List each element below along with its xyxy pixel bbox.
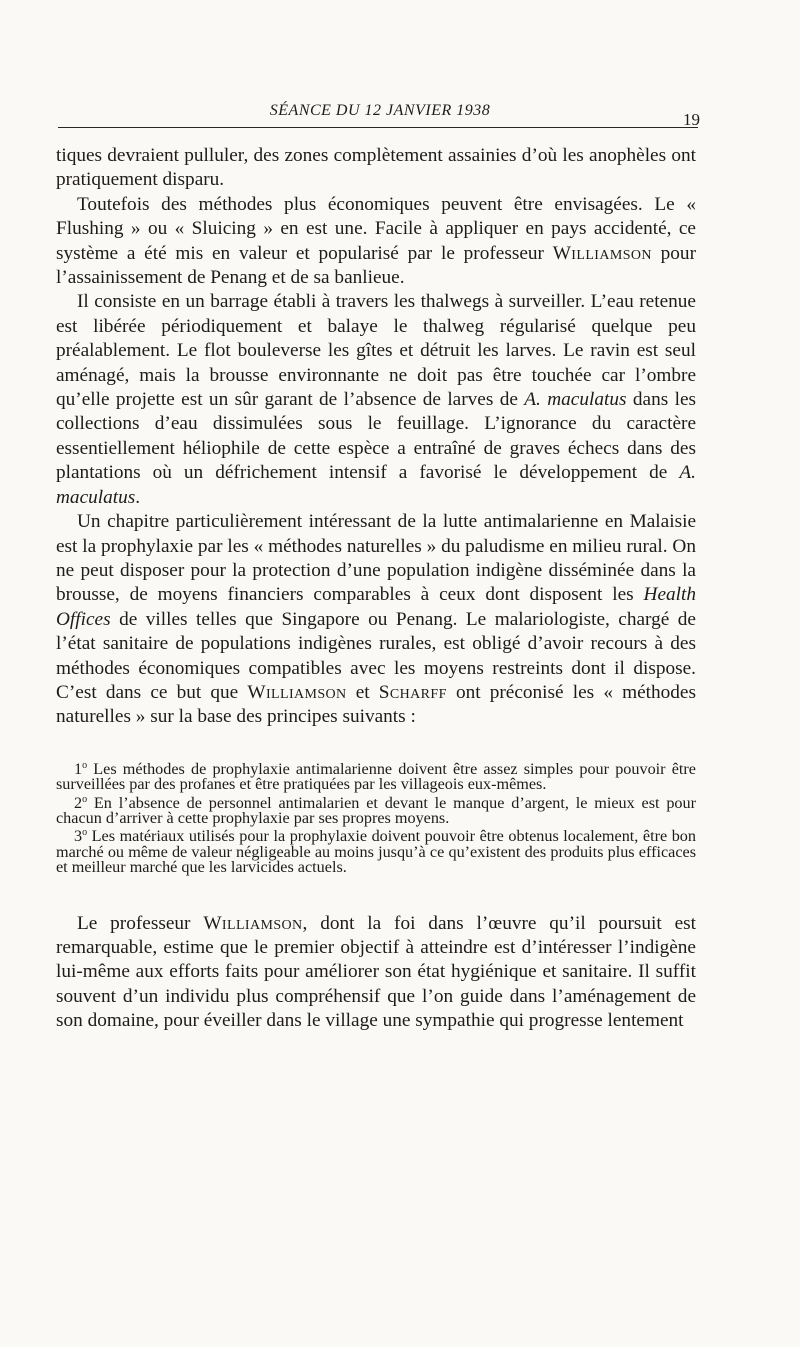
page-header bbox=[0, 100, 800, 140]
author-name: Williamson bbox=[203, 912, 303, 934]
paragraph-3: Il consiste en un barrage établi à travers les thalwegs à surveiller. L’eau retenue est libérée périodiquement et balaye le thalweg régularisé quelque peu préalablement. Le flot bouleverse les gîtes et détruit les larves. Le ravin est seul aménagé, mais la brousse environnante ne doit pas être touchée car l’ombre qu’elle projette est un sûr garant de l’absence de larves de A. maculatus dans les collections d’eau dissimulées sous le feuillage. L’ignorance du caractère essentiellement héliophile de cette espèce a entraîné de graves échecs dans des plantations où un défrichement intensif a favorisé le développement de A. maculatus. bbox=[56, 291, 697, 508]
page-number: 19 bbox=[683, 110, 700, 129]
species-name: A. maculatus bbox=[56, 462, 696, 508]
paragraph-4: Un chapitre particulièrement intéressant de la lutte antimalarienne en Malaisie est la prophylaxie par les « méthodes naturelles » du paludisme en milieu rural. On ne peut disposer pour la protection d’une population indigène disséminée dans la brousse, de moyens financiers comparables à ceux dont disposent les Health Offices de villes telles que Singapore ou Penang. Le malariologiste, chargé de l’état sanitaire de populations indigènes rurales, est obligé d’avoir recours à des méthodes économiques compatibles avec les moyens restreints dont il dispose. C’est dans ce but que Williamson et Scharff ont préconisé les « méthodes naturelles » sur la base des principes suivants : bbox=[56, 511, 696, 728]
author-name: Williamson bbox=[552, 242, 652, 264]
running-title: SÉANCE DU 12 JANVIER 1938 bbox=[269, 102, 491, 119]
principle-item: 2$^o$ En l’absence de personnel antimalarien et devant le manque d’argent, le mieux est pour chacun d’arriver à cette prophylaxie par ses propres moyens. bbox=[56, 793, 696, 827]
paragraph-5: Le professeur Williamson, dont la foi dans l’œuvre qu’il poursuit est remarquable, estime que le premier objectif à atteindre est d’intéresser l’indigène lui-même aux efforts faits pour améliorer son état hygiénique et sanitaire. Il suffit souvent d’un individu plus compréhensif que l’on guide dans l’aménagement de son domaine, pour éveiller dans le village une sympathie qui progresse lentement bbox=[56, 912, 696, 1032]
author-name: Williamson bbox=[247, 681, 347, 703]
species-name: A. maculatus bbox=[524, 389, 627, 411]
paragraph-2: Toutefois des méthodes plus économiques peuvent être envisagées. Le « Flushing » ou « Sluicing » en est une. Facile à appliquer en pays accidenté, ce système a été mis en valeur et popularisé par le professeur Williamson pour l’assainissement de Penang et de sa banlieue. bbox=[56, 193, 696, 289]
header-rule bbox=[58, 127, 698, 128]
principle-item: 3$^o$ Les matériaux utilisés pour la prophylaxie doivent pouvoir être obtenus localement, être bon marché ou même de valeur négligeable au moins jusqu’à ce qu’existent des produits plus efficaces et meilleur marché que les larvicides actuels. bbox=[56, 827, 696, 877]
page-body bbox=[56, 144, 696, 1034]
author-name: Scharff bbox=[378, 681, 447, 703]
paragraph-1: tiques devraient pulluler, des zones complètement assainies d’où les anophèles ont pratiquement disparu. bbox=[56, 145, 696, 191]
health-offices-term: Health Offices bbox=[56, 584, 696, 630]
principles-list bbox=[56, 759, 696, 877]
principle-item: 1$^o$ Les méthodes de prophylaxie antimalarienne doivent être assez simples pour pouvoir être surveillées par des profanes et être pratiquées par les villageois eux-mêmes. bbox=[56, 759, 696, 794]
